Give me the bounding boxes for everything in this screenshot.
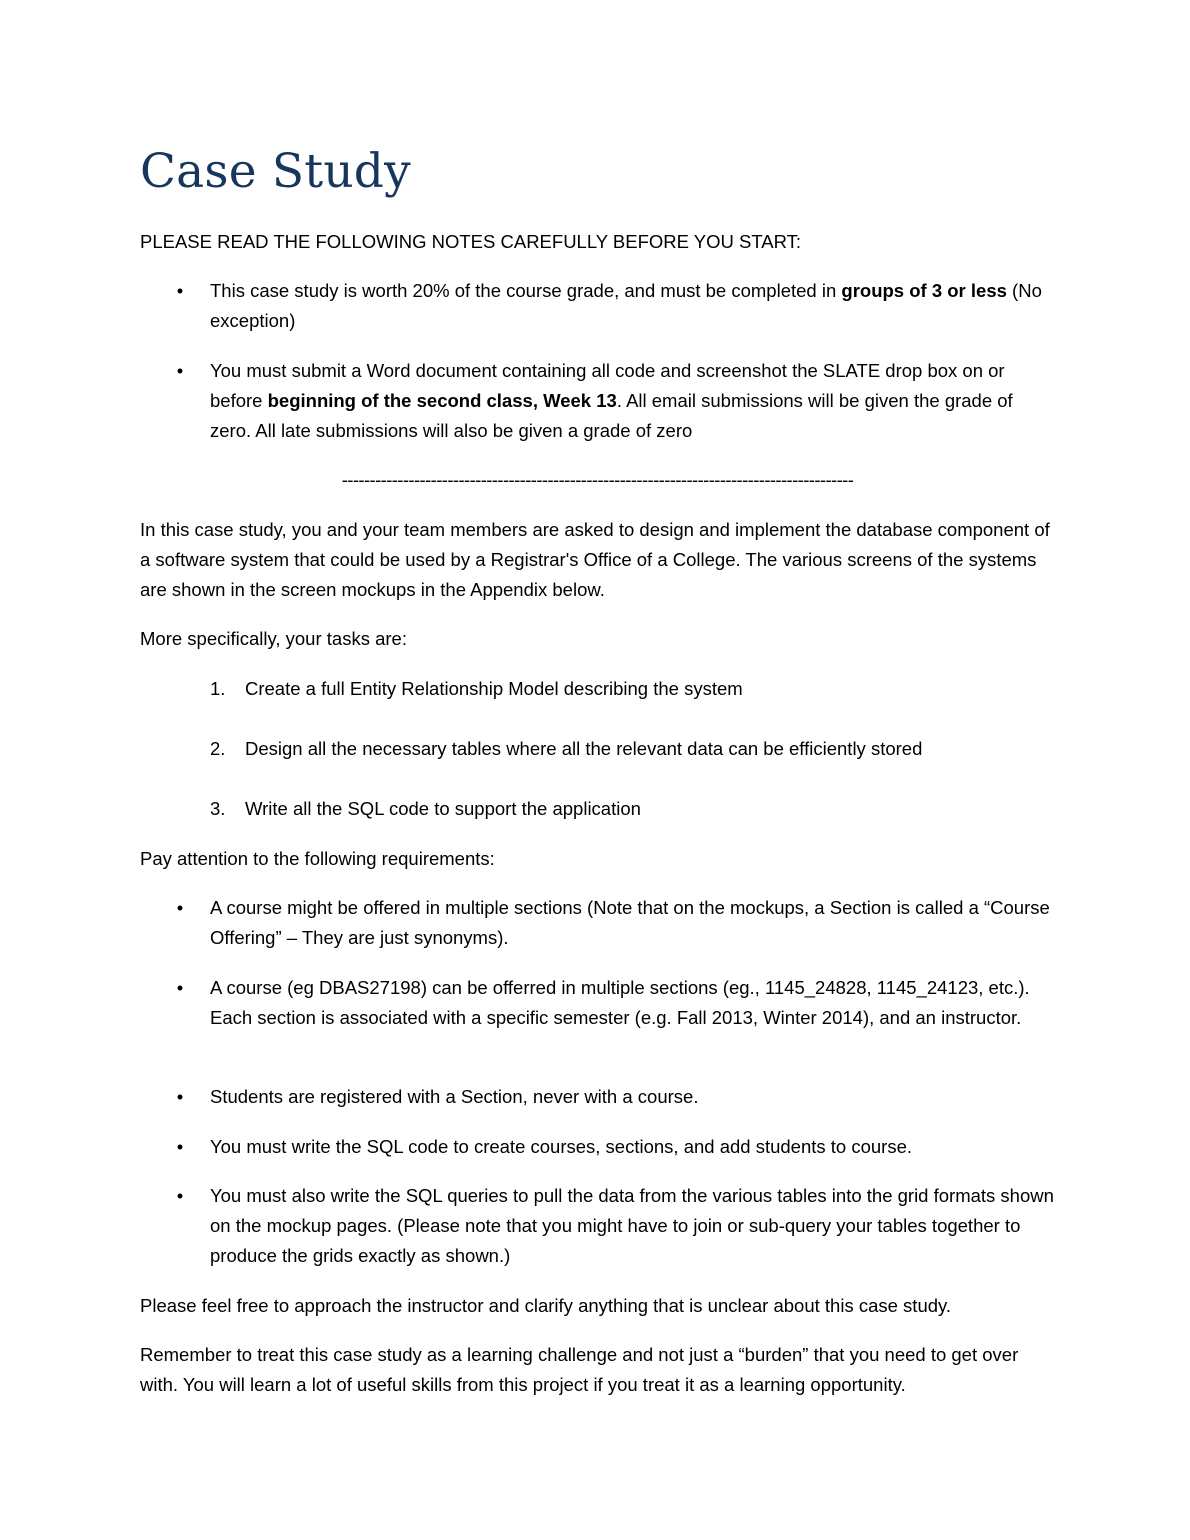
note-item (140, 356, 1055, 446)
requirement-item (140, 1082, 1055, 1112)
closing-paragraph: Please feel free to approach the instructor and clarify anything that is unclear about this case study. (140, 1295, 952, 1316)
note-text-pre: You must submit a Word document containing all code and screenshot the SLATE drop box on or before (210, 360, 1005, 411)
bullet-icon: • (176, 1136, 184, 1157)
requirement-item (140, 1132, 1055, 1162)
requirement-text: You must write the SQL code to create courses, sections, and add students to course. (210, 1136, 913, 1157)
note-text-post: . All email submissions will be given the grade of zero. All late submissions will also be given a grade of zero (210, 390, 1013, 441)
bullet-icon: • (176, 897, 184, 918)
requirement-text: A course might be offered in multiple sections (Note that on the mockups, a Section is called a “Course Offering” – They are just synonyms). (210, 897, 1050, 948)
requirement-item (140, 973, 1055, 1033)
requirement-text: Students are registered with a Section, never with a course. (210, 1086, 699, 1107)
intro-paragraph: In this case study, you and your team members are asked to design and implement the database component of a software system that could be used by a Registrar's Office of a College. The various screens of the systems are shown in the screen mockups in the Appendix below. (140, 519, 1050, 600)
task-text: Design all the necessary tables where all the relevant data can be efficiently stored (245, 738, 923, 759)
note-text-pre: This case study is worth 20% of the course grade, and must be completed in (210, 280, 842, 301)
task-item (210, 794, 1055, 824)
task-text: Create a full Entity Relationship Model describing the system (245, 678, 743, 699)
task-number: 2. (210, 738, 226, 759)
notes-heading: PLEASE READ THE FOLLOWING NOTES CAREFULLY BEFORE YOU START: (140, 231, 802, 252)
task-number: 1. (210, 678, 226, 699)
note-text-bold: groups of 3 or less (841, 280, 1007, 301)
note-text (210, 356, 1055, 446)
requirement-text: You must also write the SQL queries to pull the data from the various tables into the grid formats shown on the mockup pages. (Please note that you might have to join or sub-query your tables together to produce the grids exactly as shown.) (210, 1185, 1054, 1266)
bullet-icon: • (176, 1185, 184, 1206)
closing-paragraph: Remember to treat this case study as a learning challenge and not just a “burden” that you need to get over with. You will learn a lot of useful skills from this project if you treat it as a learning opportunity. (140, 1344, 1019, 1395)
bullet-icon: • (176, 280, 184, 301)
bullet-icon: • (176, 977, 184, 998)
tasks-heading: More specifically, your tasks are: (140, 628, 407, 649)
section-divider: -------------------------------------------------------------------------------------------- (341, 469, 854, 490)
requirements-heading: Pay attention to the following requirements: (140, 848, 495, 869)
bullet-icon: • (176, 360, 184, 381)
requirement-item (140, 1181, 1055, 1271)
task-item (210, 734, 1055, 764)
bullet-icon: • (176, 1086, 184, 1107)
task-item (210, 674, 1055, 704)
page-title: Case Study (140, 144, 411, 199)
note-text (210, 276, 1055, 336)
note-item (140, 276, 1055, 336)
note-text-post: (No exception) (210, 280, 1042, 331)
note-text-bold: beginning of the second class, Week 13 (267, 390, 617, 411)
task-number: 3. (210, 798, 226, 819)
requirement-text: A course (eg DBAS27198) can be offerred in multiple sections (eg., 1145_24828, 1145_24123, etc.). Each section is associated with a specific semester (e.g. Fall 2013, Winter 2014), and an instructor. (210, 977, 1030, 1028)
requirement-item (140, 893, 1055, 953)
task-text: Write all the SQL code to support the application (245, 798, 641, 819)
